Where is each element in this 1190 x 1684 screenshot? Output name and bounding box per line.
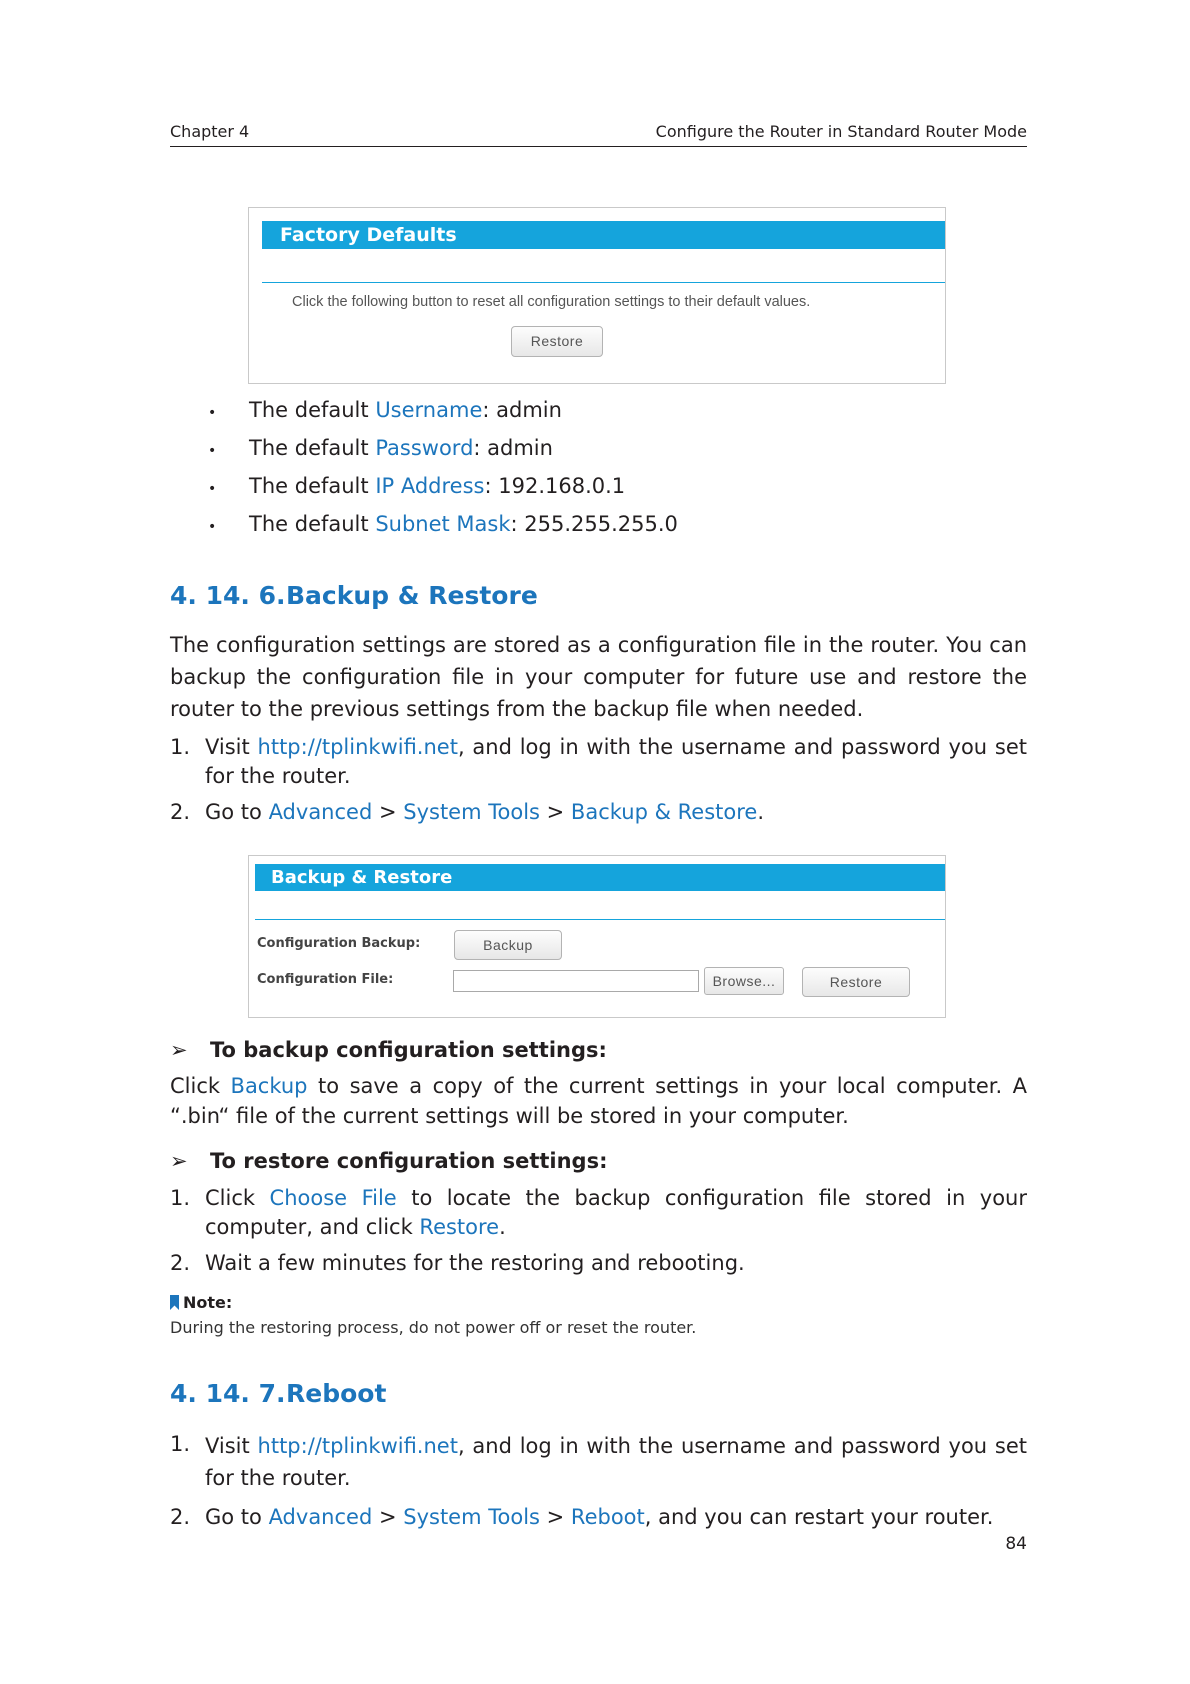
note-text: During the restoring process, do not power off or reset the router. [170,1318,697,1337]
backup-restore-link[interactable]: Backup & Restore [570,800,758,824]
reboot-link[interactable]: Reboot [570,1505,645,1529]
page-number: 84 [1005,1534,1027,1554]
factory-defaults-description: Click the following button to reset all configuration settings to their default values. [292,294,811,310]
backup-step-2: 2. Go to Advanced > System Tools > Backup & Restore. [170,800,764,824]
backup-intro-paragraph: The configuration settings are stored as a configuration file in the router. You can backup the configuration file in your computer for future use and restore the router to the previous settings from the backup file when needed. [170,633,1027,721]
username-term: Username [375,398,483,422]
bullet-dot: • [208,481,217,497]
backup-term: Backup [230,1074,308,1098]
restore-subheading: ➢ To restore configuration settings: [170,1149,608,1173]
note: Note: [170,1293,232,1314]
backup-button[interactable]: Backup [454,930,562,960]
reboot-step-2: 2. Go to Advanced > System Tools > Reboot, and you can restart your router. [170,1505,994,1529]
system-tools-link[interactable]: System Tools [403,800,540,824]
advanced-link[interactable]: Advanced [268,800,373,824]
arrow-bullet-icon: ➢ [170,1038,188,1062]
ip-address-term: IP Address [375,474,485,498]
section-heading-reboot: 4. 14. 7.Reboot [170,1379,387,1408]
backup-step-1: 1. Visit http://tplinkwifi.net, and log in with the username and password you set for the router. [170,735,1027,788]
list-item: The default Username: admin [249,398,562,422]
factory-defaults-panel [248,207,946,384]
bookmark-icon [170,1295,179,1314]
tplinkwifi-link[interactable]: http://tplinkwifi.net [257,735,458,759]
backup-subheading: ➢ To backup configuration settings: [170,1038,607,1062]
list-item: The default Subnet Mask: 255.255.255.0 [249,512,678,536]
section-heading-backup: 4. 14. 6.Backup & Restore [170,581,538,610]
list-item: The default IP Address: 192.168.0.1 [249,474,626,498]
config-backup-label: Configuration Backup: [257,936,421,951]
backup-restore-panel [248,855,946,1018]
chapter-title: Configure the Router in Standard Router Mode [655,122,1027,141]
chapter-label: Chapter 4 [170,122,250,141]
panel-divider [262,282,945,283]
page-header [170,120,1027,147]
config-file-label: Configuration File: [257,972,394,987]
system-tools-link[interactable]: System Tools [403,1505,540,1529]
restore-step-2: 2. Wait a few minutes for the restoring and rebooting. [170,1251,745,1275]
config-file-input[interactable] [453,970,699,992]
choose-file-term: Choose File [269,1186,397,1210]
bullet-dot: • [208,443,217,459]
list-item: The default Password: admin [249,436,553,460]
panel-divider [255,919,945,920]
backup-instructions: Click Backup to save a copy of the current settings in your local computer. A “.bin“ file of the current settings will be stored in your computer. [170,1074,1027,1128]
browse-button[interactable]: Browse... [704,967,784,995]
reboot-step-1: 1. Visit http://tplinkwifi.net, and log in with the username and password you set for the router. [170,1432,1027,1490]
factory-defaults-title: Factory Defaults [262,221,945,249]
backup-restore-title: Backup & Restore [255,864,945,891]
bullet-dot: • [208,519,217,535]
restore-term: Restore [419,1215,500,1239]
factory-restore-button[interactable]: Restore [511,326,603,357]
advanced-link[interactable]: Advanced [268,1505,373,1529]
restore-step-1: 1. Click Choose File to locate the backup configuration file stored in your computer, and click Restore. [170,1186,1027,1239]
arrow-bullet-icon: ➢ [170,1149,188,1173]
password-term: Password [375,436,474,460]
tplinkwifi-link[interactable]: http://tplinkwifi.net [257,1434,458,1458]
restore-button[interactable]: Restore [802,967,910,997]
bullet-dot: • [208,405,217,421]
subnet-mask-term: Subnet Mask [375,512,511,536]
